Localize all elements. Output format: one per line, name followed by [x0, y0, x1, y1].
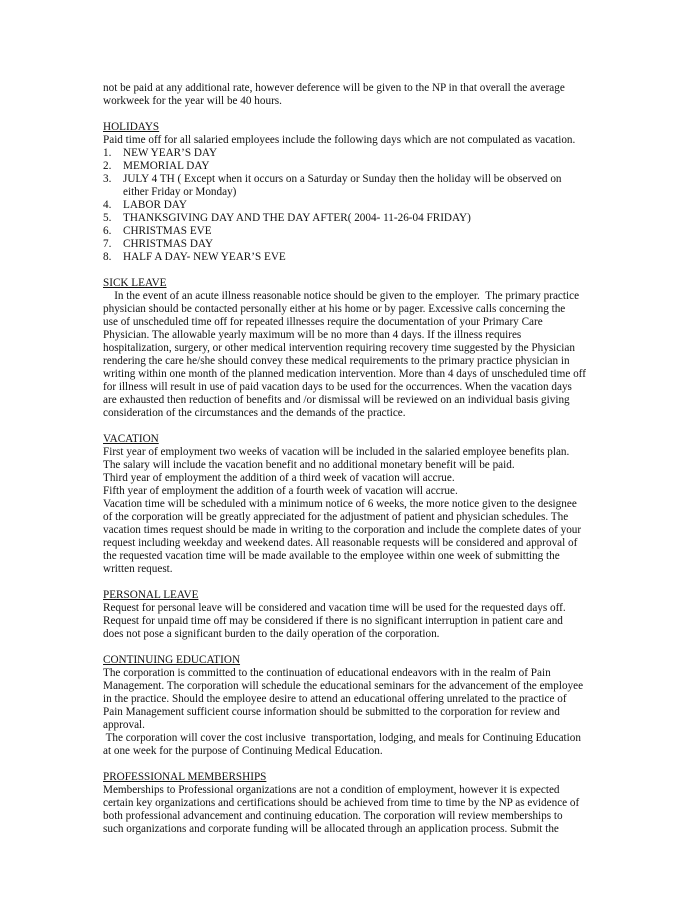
- continuing-education-section: [103, 654, 603, 758]
- intro-paragraph: [103, 82, 603, 108]
- text-line: vacation times request should be made in writing to the corporation and include the complete dates of your: [103, 524, 582, 536]
- text-line: of the corporation will be greatly appreciated for the adjustment of patient and physician schedules. The: [103, 511, 569, 523]
- sick-leave-section: [103, 277, 603, 420]
- text-line: approval.: [103, 719, 145, 731]
- text-line: physician should be contacted personally either at his home or by pager. Excessive calls concerning the: [103, 303, 566, 315]
- list-item: 3. JULY 4 TH ( Except when it occurs on a Saturday or Sunday then the holiday will be observed on: [103, 173, 562, 185]
- holiday-list: [103, 147, 603, 264]
- text-line: for illness will result in use of paid vacation days to be used for the occurrences. When the vacation days: [103, 381, 572, 393]
- professional-memberships-section: [103, 771, 603, 836]
- text-line: written request.: [103, 563, 173, 575]
- text-line: the requested vacation time will be made available to the employee within one week of submitting the: [103, 550, 560, 562]
- list-item: 2. MEMORIAL DAY: [103, 160, 210, 172]
- list-item-continuation: either Friday or Monday): [123, 186, 237, 198]
- list-item: 6. CHRISTMAS EVE: [103, 225, 212, 237]
- list-item: 4. LABOR DAY: [103, 199, 187, 211]
- text-line: at one week for the purpose of Continuing Medical Education.: [103, 745, 383, 757]
- section-heading: PERSONAL LEAVE: [103, 589, 199, 601]
- text-line: Physician. The allowable yearly maximum will be no more than 4 days. If the illness requires: [103, 329, 522, 341]
- section-heading: VACATION: [103, 433, 159, 445]
- text-line: The corporation is committed to the continuation of educational endeavors with in the realm of Pain: [103, 667, 551, 679]
- text-line: request including weekday and weekend dates. All reasonable requests will be considered and approval of: [103, 537, 578, 549]
- text-line: hospitalization, surgery, or other medical intervention requiring recovery time suggested by the Physician: [103, 342, 575, 354]
- list-item: 1. NEW YEAR’S DAY: [103, 147, 218, 159]
- text-line: Fifth year of employment the addition of a fourth week of vacation will accrue.: [103, 485, 458, 497]
- section-heading: CONTINUING EDUCATION: [103, 654, 241, 666]
- text-line: certain key organizations and certifications should be achieved from time to time by the NP as evidence of: [103, 797, 580, 809]
- section-heading: PROFESSIONAL MEMBERSHIPS: [103, 771, 267, 783]
- text-line: Third year of employment the addition of a third week of vacation will accrue.: [103, 472, 455, 484]
- text-line: both professional advancement and continuing education. The corporation will review memberships to: [103, 810, 563, 822]
- text-line: Request for personal leave will be considered and vacation time will be used for the requested days off.: [103, 602, 566, 614]
- text-line: Request for unpaid time off may be considered if there is no significant interruption in patient care and: [103, 615, 563, 627]
- text-line: not be paid at any additional rate, however deference will be given to the NP in that overall the average: [103, 82, 565, 94]
- list-item: 7. CHRISTMAS DAY: [103, 238, 214, 250]
- document-page: [103, 82, 603, 836]
- text-line: rendering the care he/she should convey these medical requirements to the primary practice physician in: [103, 355, 570, 367]
- vacation-section: [103, 433, 603, 576]
- list-item: 8. HALF A DAY- NEW YEAR’S EVE: [103, 251, 286, 263]
- text-line: First year of employment two weeks of vacation will be included in the salaried employee benefits plan.: [103, 446, 570, 458]
- section-heading: SICK LEAVE: [103, 277, 167, 289]
- text-line: writing within one month of the planned medication intervention. More than 4 days of unscheduled time off: [103, 368, 586, 380]
- text-line: Memberships to Professional organizations are not a condition of employment, however it is expected: [103, 784, 560, 796]
- section-intro: Paid time off for all salaried employees include the following days which are not compulated as vacation.: [103, 134, 576, 146]
- section-heading: HOLIDAYS: [103, 121, 160, 133]
- text-line: use of unscheduled time off for repeated illnesses require the documentation of your Primary Care: [103, 316, 543, 328]
- list-item: 5. THANKSGIVING DAY AND THE DAY AFTER( 2004- 11-26-04 FRIDAY): [103, 212, 471, 224]
- text-line: Pain Management sufficient course information should be submitted to the corporation for review and: [103, 706, 560, 718]
- text-line: The corporation will cover the cost inclusive transportation, lodging, and meals for Continuing Education: [103, 732, 581, 744]
- text-line: in the practice. Should the employee desire to attend an educational offering unrelated to the practice of: [103, 693, 567, 705]
- text-line: are exhausted then reduction of benefits and /or dismissal will be reviewed on an individual basis giving: [103, 394, 570, 406]
- text-line: workweek for the year will be 40 hours.: [103, 95, 282, 107]
- text-line: such organizations and corporate funding will be allocated through an application process. Submit the: [103, 823, 559, 835]
- text-line: The salary will include the vacation benefit and no additional monetary benefit will be paid.: [103, 459, 515, 471]
- text-line: Management. The corporation will schedule the educational seminars for the advancement of the employee: [103, 680, 584, 692]
- personal-leave-section: [103, 589, 603, 641]
- text-line: consideration of the circumstances and the demands of the practice.: [103, 407, 406, 419]
- text-line: In the event of an acute illness reasonable notice should be given to the employer. The primary practice: [103, 290, 580, 302]
- holidays-section: [103, 121, 603, 264]
- text-line: does not pose a significant burden to the daily operation of the corporation.: [103, 628, 440, 640]
- text-line: Vacation time will be scheduled with a minimum notice of 6 weeks, the more notice given to the designee: [103, 498, 577, 510]
